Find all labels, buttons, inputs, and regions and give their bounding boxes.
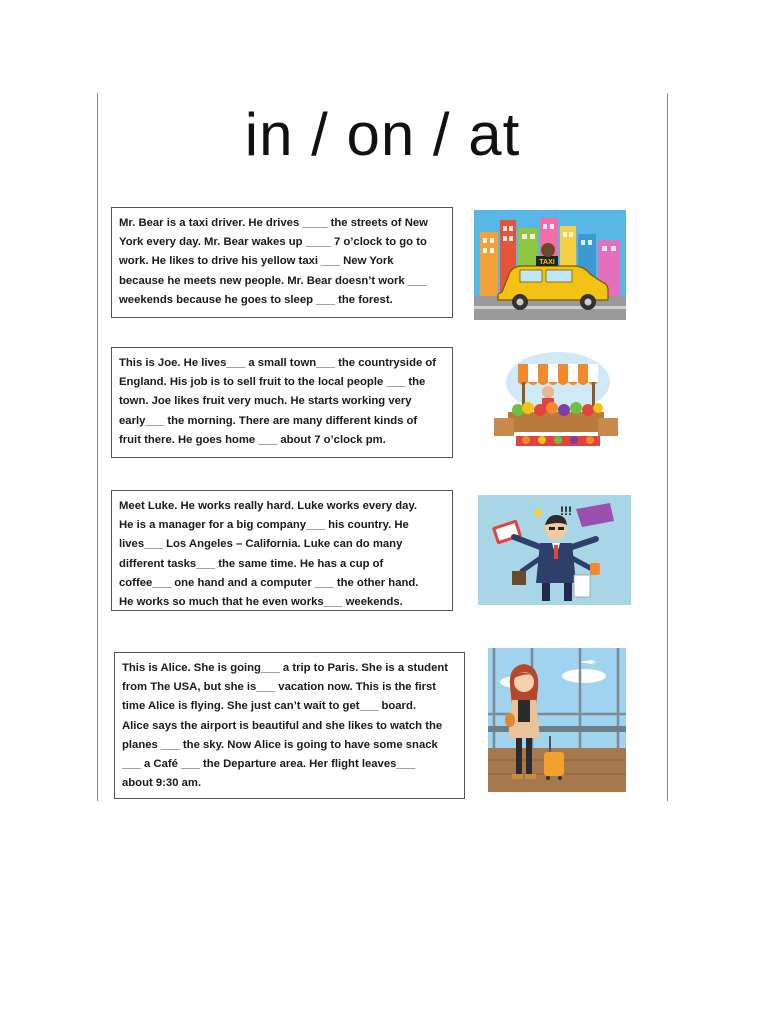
exercise-3-line-2: He is a manager for a big company___ his country. He (119, 519, 409, 532)
exercise-2-textbox (111, 347, 453, 458)
fruit-stall-illustration (486, 348, 622, 456)
exercise-1-line-1: Mr. Bear is a taxi driver. He drives ____ the streets of New (119, 217, 428, 229)
speech-bubble-text: !!! (560, 504, 572, 518)
taxi-city-illustration (474, 210, 626, 320)
exercise-2-line-2: England. His job is to sell fruit to the local people ___ the (119, 376, 426, 389)
taxi-sign-text: TAXI (539, 259, 555, 266)
exercise-4-line-2: from The USA, but she is___ vacation now. This is the first (122, 681, 437, 694)
page-right-border (667, 93, 668, 801)
exercise-2-line-5: fruit there. He goes home ___ about 7 o’clock pm. (119, 433, 386, 446)
exercise-4-line-1: This is Alice. She is going___ a trip to Paris. She is a student (122, 662, 449, 674)
exercise-2-line-4: early___ the morning. There are many different kinds of (119, 414, 418, 427)
exercise-1-textbox (111, 207, 453, 318)
exercise-3-line-6: He works so much that he even works___ weekends. (119, 596, 403, 609)
exercise-4-line-7: about 9:30 am. (122, 777, 202, 790)
worksheet-title: in / on / at (244, 101, 521, 168)
exercise-3-line-3: lives___ Los Angeles – California. Luke can do many (119, 538, 403, 551)
exercise-3-line-1: Meet Luke. He works really hard. Luke works every day. (119, 500, 418, 512)
exercise-3-line-5: coffee___ one hand and a computer ___ the other hand. (119, 576, 419, 589)
exercise-1-line-3: work. He likes to drive his yellow taxi ___ New York (119, 255, 394, 268)
airport-girl-illustration (488, 648, 626, 792)
exercise-1-line-4: because he meets new people. Mr. Bear doesn’t work ___ (119, 274, 427, 287)
exercise-4-line-3: time Alice is flying. She just can’t wait to get___ board. (122, 700, 416, 713)
exercise-3-textbox (111, 490, 453, 611)
page-left-border (97, 93, 98, 801)
exercise-4-line-6: ___ a Café ___ the Departure area. Her flight leaves___ (122, 758, 416, 771)
exercise-4-line-4: Alice says the airport is beautiful and she likes to watch the (122, 719, 443, 732)
busy-manager-illustration (478, 495, 631, 605)
exercise-1-line-2: York every day. Mr. Bear wakes up ____ 7 o’clock to go to (119, 236, 427, 249)
exercise-2-line-3: town. Joe likes fruit very much. He starts working very (119, 395, 412, 408)
exercise-4-textbox (114, 652, 465, 799)
exercise-4-line-5: planes ___ the sky. Now Alice is going to have some snack (122, 738, 438, 751)
exercise-2-line-1: This is Joe. He lives___ a small town___ the countryside of (119, 357, 437, 369)
exercise-3-line-4: different tasks___ the same time. He has a cup of (119, 557, 384, 570)
exercise-1-line-5: weekends because he goes to sleep ___ the forest. (119, 293, 393, 306)
